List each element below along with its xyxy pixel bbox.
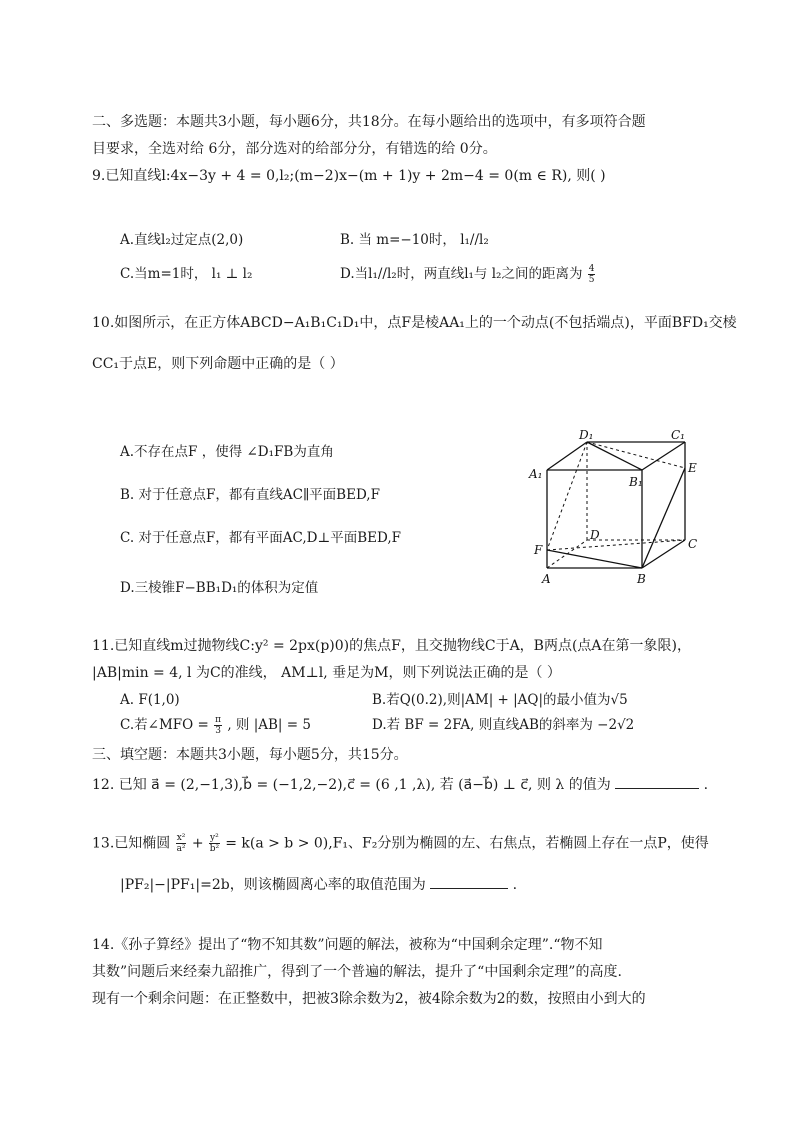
q13-fraction-x-numerator: x² <box>176 833 186 843</box>
q13-fraction-y-numerator: y² <box>210 833 219 843</box>
q13-prefix: 13.已知椭圆 <box>92 835 171 852</box>
q12-answer-blank[interactable] <box>615 774 699 789</box>
segment-f-b <box>547 550 642 568</box>
q13-stem-line-1 <box>92 833 709 854</box>
label-e: E <box>688 461 697 475</box>
q9-stem: 9.已知直线l:4x−3y + 4 = 0,l₂;(m−2)x−(m + 1)y + 2m−4 = 0(m ∈ R), 则( ) <box>92 168 606 184</box>
q11-option-c-fraction <box>214 715 222 736</box>
hidden-edge-a-d <box>547 540 587 568</box>
label-a: A <box>542 572 551 586</box>
q14-line-3: 现有一个剩余问题：在正整数中，把被3除余数为2，被4除余数为2的数，按照由小到大的 <box>92 991 646 1007</box>
hidden-segment-d1-f <box>547 442 587 550</box>
q13-suffix: = k(a > b > 0),F₁、F₂分别为椭圆的左、右焦点，若椭圆上存在一点P，使得 <box>225 835 709 852</box>
q13-line-2-text: |PF₂|−|PF₁|=2b，则该椭圆离心率的取值范围为 <box>120 877 426 893</box>
q13-stem-line-2 <box>120 874 517 895</box>
q11-option-b: B.若Q(0.2),则|AM| + |AQ|的最小值为√5 <box>372 692 628 708</box>
q14-line-1: 14.《孙子算经》提出了“物不知其数”问题的解法，被称为“中国剩余定理”.“物不知 <box>92 937 603 953</box>
q11-option-c-prefix: C.若∠MFO = <box>120 717 209 733</box>
q9-option-c: C.当m=1时， l₁ ⊥ l₂ <box>120 266 253 282</box>
q11-option-c <box>120 715 311 736</box>
q10-stem-line-2: CC₁于点E，则下列命题中正确的是（ ） <box>92 356 344 372</box>
q11-fraction-denominator: 3 <box>215 726 221 736</box>
section-2-header-line-2: 目要求，全选对给 6分，部分选对的给部分分，有错选的给 0分。 <box>92 141 497 157</box>
hidden-segment-d1-e <box>587 442 685 468</box>
section-3-header: 三、填空题：本题共3小题，每小题5分，共15分。 <box>92 747 408 763</box>
q13-fraction-y-denominator: b² <box>209 844 220 854</box>
q10-option-d: D.三棱锥F−BB₁D₁的体积为定值 <box>120 580 319 596</box>
q9-fraction-numerator: 4 <box>588 264 595 274</box>
label-d: D <box>590 528 600 542</box>
cube-figure <box>525 428 710 588</box>
q13-plus: + <box>191 835 204 852</box>
q9-option-d <box>340 264 596 285</box>
q10-stem-line-1: 10.如图所示，在正方体ABCD−A₁B₁C₁D₁中，点F是棱AA₁上的一个动点(不包括端点)，平面BFD₁交棱 <box>92 315 737 331</box>
label-b1: B₁ <box>629 475 643 489</box>
q9-option-b: B. 当 m=−10时， l₁//l₂ <box>340 232 489 248</box>
q11-stem-line-2: |AB|min = 4, l 为C的准线， AM⊥l, 垂足为M，则下列说法正确的是（ ） <box>92 665 561 681</box>
q11-option-a: A. F(1,0) <box>120 692 180 708</box>
q13-fraction-y <box>209 833 220 854</box>
segment-d1-b1 <box>587 442 642 470</box>
q10-option-c: C. 对于任意点F，都有平面AC,D⊥平面BED,F <box>120 530 401 546</box>
q12-text: 12. 已知 a⃗ = (2,−1,3),b⃗ = (−1,2,−2),c⃗ = (6 ,1 ,λ), 若 (a⃗−b⃗) ⊥ c⃗, 则 λ 的值为 <box>92 777 611 793</box>
label-d1: D₁ <box>579 428 594 442</box>
q13-end: . <box>512 877 518 893</box>
q12-end: . <box>703 777 709 793</box>
q9-option-d-text: D.当l₁//l₂时，两直线l₁与 l₂之间的距离为 <box>340 266 583 282</box>
q11-stem-line-1: 11.已知直线m过抛物线C:y² = 2px(p)0)的焦点F，且交抛物线C于A，B两点(点A在第一象限)， <box>92 638 691 654</box>
q9-option-a: A.直线l₂过定点(2,0) <box>120 232 244 248</box>
label-b: B <box>637 572 646 586</box>
q10-option-a: A.不存在点F ，使得 ∠D₁FB为直角 <box>120 444 334 460</box>
section-2-header-line-1: 二、多选题：本题共3小题，每小题6分，共18分。在每小题给出的选项中，有多项符合题 <box>92 114 646 130</box>
q13-fraction-x <box>176 833 187 854</box>
q14-line-2: 其数”问题后来经秦九韶推广，得到了一个普遍的解法，提升了“中国剩余定理”的高度. <box>92 964 622 980</box>
label-c1: C₁ <box>671 428 685 442</box>
label-c: C <box>688 537 698 551</box>
q12-stem <box>92 774 708 795</box>
edge-b1-c1 <box>642 442 685 470</box>
q11-option-c-suffix: , 则 |AB| = 5 <box>227 717 311 733</box>
hidden-segment-f-c <box>547 540 685 550</box>
label-f: F <box>534 543 543 557</box>
q11-fraction-numerator: π <box>215 715 222 725</box>
q9-option-d-fraction <box>588 264 596 285</box>
q10-option-b: B. 对于任意点F，都有直线AC∥平面BED,F <box>120 487 380 503</box>
q13-answer-blank[interactable] <box>430 874 508 889</box>
q13-fraction-x-denominator: a² <box>176 844 186 854</box>
q11-option-d: D.若 BF = 2FA, 则直线AB的斜率为 −2√2 <box>372 717 635 733</box>
segment-b-e <box>642 468 685 568</box>
label-a1: A₁ <box>529 467 543 481</box>
q9-fraction-denominator: 5 <box>588 275 595 285</box>
edge-a1-d1 <box>547 442 587 470</box>
